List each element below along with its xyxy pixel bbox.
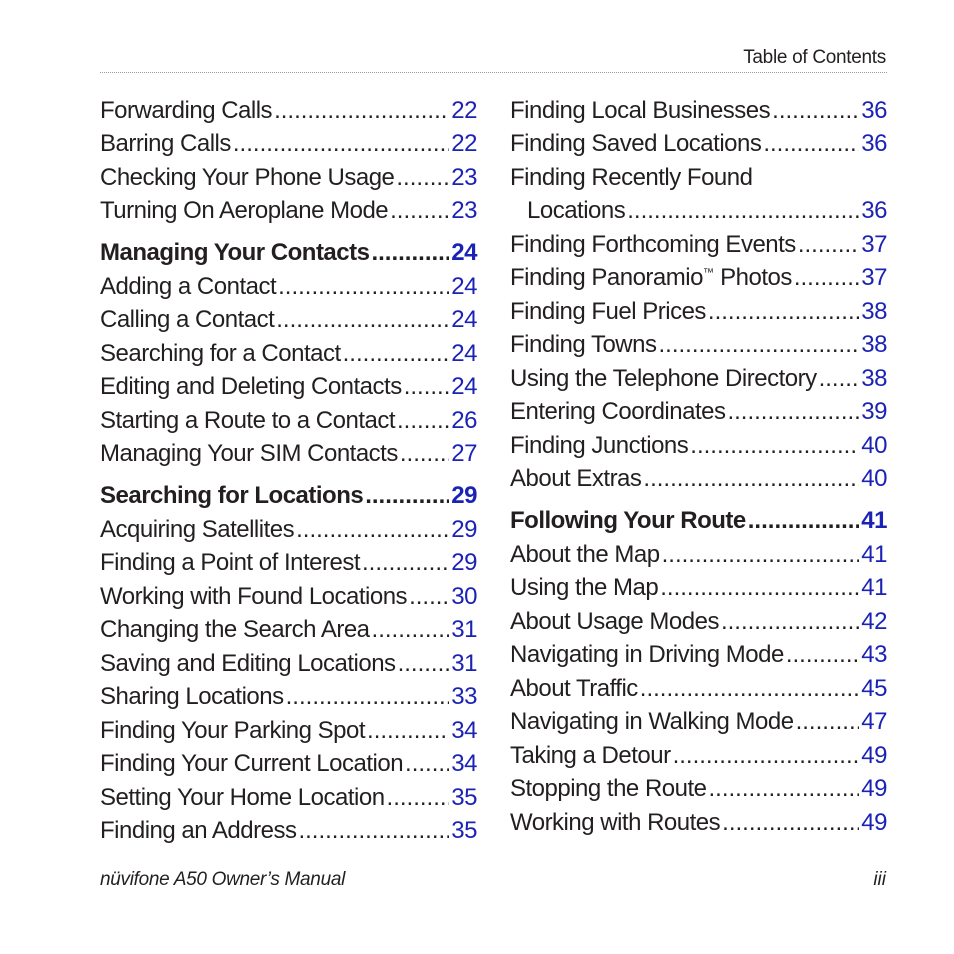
toc-entry-title	[510, 465, 641, 493]
running-header: Table of Contents	[743, 47, 886, 68]
dot-leader	[727, 398, 859, 426]
toc-entry[interactable]	[510, 329, 887, 363]
dot-leader	[372, 616, 450, 644]
dot-leader	[640, 675, 860, 703]
dot-leader	[772, 97, 859, 125]
toc-entry-title	[510, 809, 720, 837]
dot-leader	[721, 608, 859, 636]
toc-entry[interactable]	[100, 195, 477, 229]
toc-entry-title-text: Setting Your Home Location	[100, 783, 385, 811]
dot-leader	[748, 507, 860, 535]
toc-page-link[interactable]: 29	[451, 515, 477, 543]
toc-page-link[interactable]: 49	[861, 741, 887, 769]
toc-entry-title-text: Barring Calls	[100, 130, 231, 158]
toc-entry-title-text: Using the Map	[510, 574, 659, 602]
toc-entry-title-text: Finding Junctions	[510, 431, 689, 459]
toc-entry[interactable]	[510, 706, 887, 740]
toc-entry-title	[510, 775, 707, 803]
toc-page-link[interactable]: 22	[451, 130, 477, 158]
page-number: iii	[873, 869, 886, 890]
dot-leader	[794, 264, 859, 292]
dot-leader	[798, 231, 859, 259]
toc-entry[interactable]	[100, 371, 477, 405]
toc-entry[interactable]	[100, 161, 477, 195]
toc-entry-title-text: Finding Panoramio	[510, 264, 703, 292]
toc-entry-title-text: Turning On Aeroplane Mode	[100, 197, 389, 225]
toc-column-left	[100, 94, 477, 848]
toc-column-right	[510, 94, 887, 840]
dot-leader	[690, 432, 859, 460]
toc-entry-title-text: Forwarding Calls	[100, 96, 273, 124]
toc-entry-title	[100, 97, 272, 125]
dot-leader	[819, 365, 860, 393]
toc-entry-title	[510, 574, 658, 602]
toc-entry[interactable]	[510, 94, 887, 128]
toc-entry-title-text: Taking a Detour	[510, 741, 671, 769]
dot-leader	[400, 440, 449, 468]
toc-entry[interactable]	[510, 572, 887, 606]
toc-entry-title-text: Sharing Locations	[100, 683, 284, 711]
toc-entry-title	[510, 231, 796, 259]
toc-entry[interactable]	[100, 614, 477, 648]
toc-entry-title-text: Adding a Contact	[100, 272, 277, 300]
toc-page-link[interactable]: 24	[451, 306, 477, 334]
toc-entry-title	[510, 331, 656, 359]
toc-entry-continuation[interactable]	[510, 195, 887, 229]
toc-entry[interactable]	[100, 438, 477, 472]
toc-entry-title	[510, 97, 770, 125]
toc-page-link[interactable]: 38	[861, 297, 887, 325]
toc-entry[interactable]	[510, 463, 887, 497]
toc-entry-title	[100, 817, 296, 845]
toc-entry-title-text: Finding Local Businesses	[510, 96, 771, 124]
toc-page-link[interactable]: 23	[451, 163, 477, 191]
toc-entry[interactable]	[100, 748, 477, 782]
toc-entry-title	[100, 717, 365, 745]
toc-entry-title-text: Finding Forthcoming Events	[510, 230, 796, 258]
dot-leader	[387, 784, 450, 812]
toc-entry-title	[100, 273, 276, 301]
toc-page-link[interactable]: 38	[861, 364, 887, 392]
dot-leader	[296, 516, 449, 544]
toc-entry-title	[510, 264, 792, 292]
toc-entry-title-text: Checking Your Phone Usage	[100, 163, 395, 191]
toc-page-link[interactable]: 30	[451, 582, 477, 610]
toc-entry[interactable]	[510, 739, 887, 773]
toc-section-heading[interactable]	[100, 480, 477, 514]
section-spacer	[510, 496, 887, 505]
toc-entry-title-text: Saving and Editing Locations	[100, 649, 396, 677]
toc-entry-title-text: Managing Your Contacts	[100, 239, 370, 267]
toc-entry-title-text: Starting a Route to a Contact	[100, 406, 396, 434]
dot-leader	[276, 306, 449, 334]
toc-page-link[interactable]: 37	[861, 264, 887, 292]
toc-entry-title	[510, 365, 817, 393]
toc-entry-title	[100, 306, 274, 334]
toc-entry-title	[100, 340, 341, 368]
toc-page-link[interactable]: 42	[861, 607, 887, 635]
toc-entry[interactable]	[510, 429, 887, 463]
toc-page-link[interactable]: 39	[861, 398, 887, 426]
toc-entry-title	[510, 608, 719, 636]
toc-page-link[interactable]: 40	[861, 431, 887, 459]
toc-entry-title-text: Navigating in Walking Mode	[510, 708, 794, 736]
toc-entry-title-suffix: Photos	[713, 264, 792, 292]
toc-entry-title-text: About Usage Modes	[510, 607, 719, 635]
toc-entry-title	[100, 164, 394, 192]
toc-entry-title-text: Finding Fuel Prices	[510, 297, 706, 325]
dot-leader	[343, 340, 450, 368]
toc-entry-title	[510, 507, 746, 535]
toc-entry-title	[510, 708, 794, 736]
toc-entry-title-text: Finding Saved Locations	[510, 130, 762, 158]
dot-leader	[274, 97, 449, 125]
toc-entry-title	[100, 683, 284, 711]
toc-page-link[interactable]: 22	[451, 96, 477, 124]
dot-leader	[398, 650, 450, 678]
toc-entry[interactable]	[510, 228, 887, 262]
toc-entry[interactable]	[100, 547, 477, 581]
toc-entry-title	[510, 541, 660, 569]
toc-page-link[interactable]: 31	[451, 616, 477, 644]
toc-entry[interactable]	[510, 672, 887, 706]
toc-page-link[interactable]: 29	[451, 549, 477, 577]
dot-leader	[658, 331, 859, 359]
toc-entry-title	[100, 407, 395, 435]
toc-page-link[interactable]: 24	[451, 339, 477, 367]
toc-entry-title-text: Searching for Locations	[100, 482, 364, 510]
toc-entry-title	[100, 440, 398, 468]
dot-leader	[365, 482, 449, 510]
toc-entry[interactable]	[100, 815, 477, 849]
toc-entry-title-text: Working with Found Locations	[100, 582, 408, 610]
dot-leader	[397, 407, 449, 435]
dot-leader	[722, 809, 859, 837]
dot-leader	[786, 641, 859, 669]
manual-title: nüvifone A50 Owner’s Manual	[100, 869, 346, 890]
trademark-symbol: ™	[702, 267, 714, 280]
toc-entry-title-text: Finding Your Parking Spot	[100, 716, 366, 744]
toc-entry[interactable]	[100, 714, 477, 748]
toc-entry-title-text: Using the Telephone Directory	[510, 364, 817, 392]
toc-page-link[interactable]: 31	[451, 649, 477, 677]
toc-entry-title	[100, 239, 369, 267]
toc-page-link[interactable]: 24	[451, 272, 477, 300]
toc-entry[interactable]	[510, 773, 887, 807]
toc-entry-title: Finding Recently Found	[510, 163, 753, 191]
toc-page-link[interactable]: 40	[861, 465, 887, 493]
toc-entry-title	[100, 616, 370, 644]
toc-entry-title-text: Finding a Point of Interest	[100, 549, 360, 577]
toc-entry-title-text: Changing the Search Area	[100, 616, 370, 644]
toc-page-link[interactable]: 36	[861, 197, 887, 225]
toc-page-link[interactable]: 49	[861, 775, 887, 803]
toc-page-link[interactable]: 41	[861, 574, 887, 602]
toc-entry-title	[100, 650, 396, 678]
toc-page-link[interactable]: 35	[451, 817, 477, 845]
toc-entry[interactable]	[510, 362, 887, 396]
toc-page-link[interactable]: 37	[861, 230, 887, 258]
toc-entry-title-text: Searching for a Contact	[100, 339, 341, 367]
toc-entry[interactable]	[100, 647, 477, 681]
toc-page-link[interactable]: 29	[451, 482, 477, 510]
dot-leader	[708, 298, 859, 326]
toc-entry-title	[100, 549, 360, 577]
toc-entry-title	[510, 298, 706, 326]
toc-entry[interactable]	[100, 681, 477, 715]
toc-page-link[interactable]: 38	[861, 331, 887, 359]
dot-leader	[390, 197, 449, 225]
toc-entry-title-text: Finding Towns	[510, 331, 657, 359]
dot-leader	[673, 742, 860, 770]
dot-leader	[371, 239, 449, 267]
toc-page-link[interactable]: 41	[861, 507, 887, 535]
toc-entry-title	[100, 516, 294, 544]
toc-entry-title-text: About Traffic	[510, 674, 638, 702]
toc-entry-title-text: About the Map	[510, 540, 660, 568]
toc-entry-title	[100, 197, 388, 225]
toc-page-link[interactable]: 36	[861, 130, 887, 158]
toc-entry[interactable]	[100, 128, 477, 162]
toc-entry-title-text: Editing and Deleting Contacts	[100, 373, 402, 401]
dot-leader	[404, 373, 450, 401]
toc-entry-title-text: Finding Your Current Location	[100, 750, 404, 778]
toc-entry-title-continued: Locations	[527, 197, 626, 225]
toc-entry-title	[510, 398, 725, 426]
toc-entry[interactable]	[100, 304, 477, 338]
dot-leader	[286, 683, 450, 711]
toc-entry[interactable]	[100, 94, 477, 128]
dot-leader	[405, 750, 449, 778]
toc-entry-title-text: Finding an Address	[100, 817, 297, 845]
toc-entry-title	[510, 742, 671, 770]
toc-entry[interactable]	[510, 538, 887, 572]
toc-entry[interactable]	[100, 404, 477, 438]
toc-page-link[interactable]: 35	[451, 783, 477, 811]
toc-page-link[interactable]: 33	[451, 683, 477, 711]
toc-entry[interactable]	[510, 161, 887, 195]
dot-leader	[233, 130, 449, 158]
toc-entry-title-text: Stopping the Route	[510, 775, 707, 803]
toc-page-link[interactable]: 43	[861, 641, 887, 669]
toc-entry[interactable]	[100, 337, 477, 371]
toc-page-link[interactable]: 27	[451, 440, 477, 468]
toc-entry-title-text: Calling a Contact	[100, 306, 275, 334]
toc-page-link[interactable]: 49	[861, 808, 887, 836]
toc-entry-title	[510, 130, 761, 158]
toc-page-link[interactable]: 23	[451, 197, 477, 225]
toc-entry-title	[100, 583, 407, 611]
dot-leader	[709, 775, 860, 803]
header-divider	[100, 72, 887, 73]
dot-leader	[662, 541, 860, 569]
dot-leader	[367, 717, 449, 745]
toc-entry[interactable]	[510, 806, 887, 840]
toc-entry-title-text: Acquiring Satellites	[100, 515, 295, 543]
toc-entry[interactable]	[510, 295, 887, 329]
dot-leader	[409, 583, 449, 611]
toc-entry-title-text: Managing Your SIM Contacts	[100, 440, 398, 468]
section-spacer	[100, 471, 477, 480]
toc-page-link[interactable]: 41	[861, 540, 887, 568]
toc-entry[interactable]	[100, 513, 477, 547]
dot-leader	[660, 574, 859, 602]
toc-page-link[interactable]: 34	[451, 716, 477, 744]
dot-leader	[763, 130, 859, 158]
toc-section-heading[interactable]	[510, 505, 887, 539]
toc-entry-title	[100, 784, 385, 812]
dot-leader	[796, 708, 860, 736]
toc-entry[interactable]	[100, 270, 477, 304]
toc-entry-title-text: Working with Routes	[510, 808, 721, 836]
toc-entry[interactable]	[510, 639, 887, 673]
section-spacer	[100, 228, 477, 237]
dot-leader	[362, 549, 449, 577]
toc-page-link[interactable]: 24	[451, 239, 477, 267]
toc-entry-title-text: Following Your Route	[510, 507, 746, 535]
dot-leader	[627, 197, 859, 225]
toc-entry-title	[100, 130, 231, 158]
toc-page-link[interactable]: 24	[451, 373, 477, 401]
toc-entry-title-text: Navigating in Driving Mode	[510, 641, 784, 669]
toc-page-link[interactable]: 47	[861, 708, 887, 736]
toc-entry-title-text: Entering Coordinates	[510, 398, 726, 426]
toc-entry-title	[100, 373, 402, 401]
toc-entry-title	[100, 750, 403, 778]
dot-leader	[643, 465, 859, 493]
toc-page-link[interactable]: 36	[861, 96, 887, 124]
toc-entry-title	[510, 432, 688, 460]
toc-entry[interactable]	[510, 262, 887, 296]
dot-leader	[278, 273, 449, 301]
toc-entry-title-text: About Extras	[510, 465, 642, 493]
toc-entry[interactable]	[100, 580, 477, 614]
toc-page-link[interactable]: 34	[451, 750, 477, 778]
toc-page-link[interactable]: 26	[451, 406, 477, 434]
dot-leader	[396, 164, 449, 192]
toc-entry-title	[510, 675, 638, 703]
toc-page-link[interactable]: 45	[861, 674, 887, 702]
toc-entry[interactable]	[100, 781, 477, 815]
dot-leader	[298, 817, 449, 845]
toc-entry[interactable]	[510, 396, 887, 430]
toc-entry-title	[100, 482, 363, 510]
toc-entry[interactable]	[510, 128, 887, 162]
toc-entry[interactable]	[510, 605, 887, 639]
toc-entry-title	[510, 641, 784, 669]
toc-section-heading[interactable]	[100, 237, 477, 271]
